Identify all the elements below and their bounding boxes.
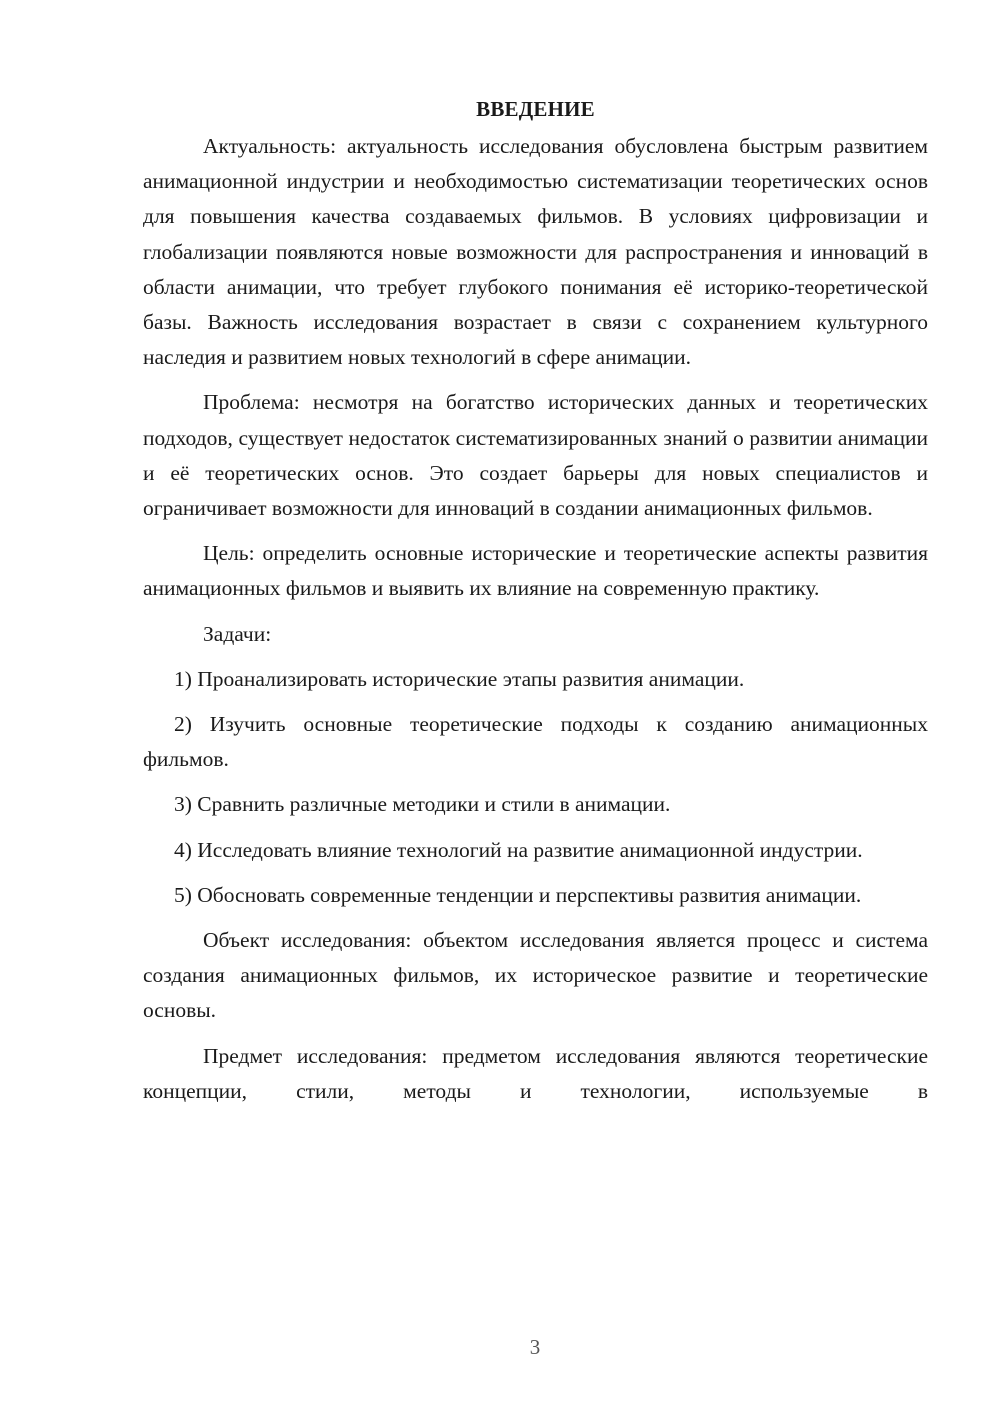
task-item-3: 3) Сравнить различные методики и стили в анимации.	[174, 792, 671, 817]
paragraph-goal: Цель: определить основные исторические и теоретические аспекты развития анимационных фильмов и выявить их влияние на современную практику.	[143, 541, 928, 601]
task-item-5: 5) Обосновать современные тенденции и перспективы развития анимации.	[174, 882, 862, 907]
task-item-4: 4) Исследовать влияние технологий на развитие анимационной индустрии.	[174, 837, 863, 862]
task-item-1: 1) Проанализировать исторические этапы развития анимации.	[174, 666, 745, 691]
page-number: 3	[529, 1335, 541, 1359]
section-title: ВВЕДЕНИЕ	[476, 97, 595, 121]
paragraph-subject: Предмет исследования: предметом исследования являются теоретические концепции, стили, методы и технологии, используемые в	[143, 1043, 928, 1103]
paragraph-relevance: Актуальность: актуальность исследования обусловлена быстрым развитием анимационной индустрии и необходимостью систематизации теоретических основ для повышения качества создаваемых фильмов. В условиях цифровизации и глобализации появляются новые возможности для распространения и инноваций в области анимации, что требует глубокого понимания её историко-теоретической базы. Важность исследования возрастает в связи с сохранением культурного наследия и развитием новых технологий в сфере анимации.	[143, 134, 928, 370]
document-page	[143, 92, 928, 1109]
tasks-heading: Задачи:	[203, 621, 272, 646]
paragraph-object: Объект исследования: объектом исследования является процесс и система создания анимационных фильмов, их историческое развитие и теоретические основы.	[143, 928, 928, 1023]
task-item-2: 2) Изучить основные теоретические подходы к созданию анимационных фильмов.	[143, 712, 928, 772]
paragraph-problem: Проблема: несмотря на богатство исторических данных и теоретических подходов, существует недостаток систематизированных знаний о развитии анимации и её теоретических основ. Это создает барьеры для новых специалистов и ограничивает возможности для инноваций в создании анимационных фильмов.	[143, 390, 928, 521]
